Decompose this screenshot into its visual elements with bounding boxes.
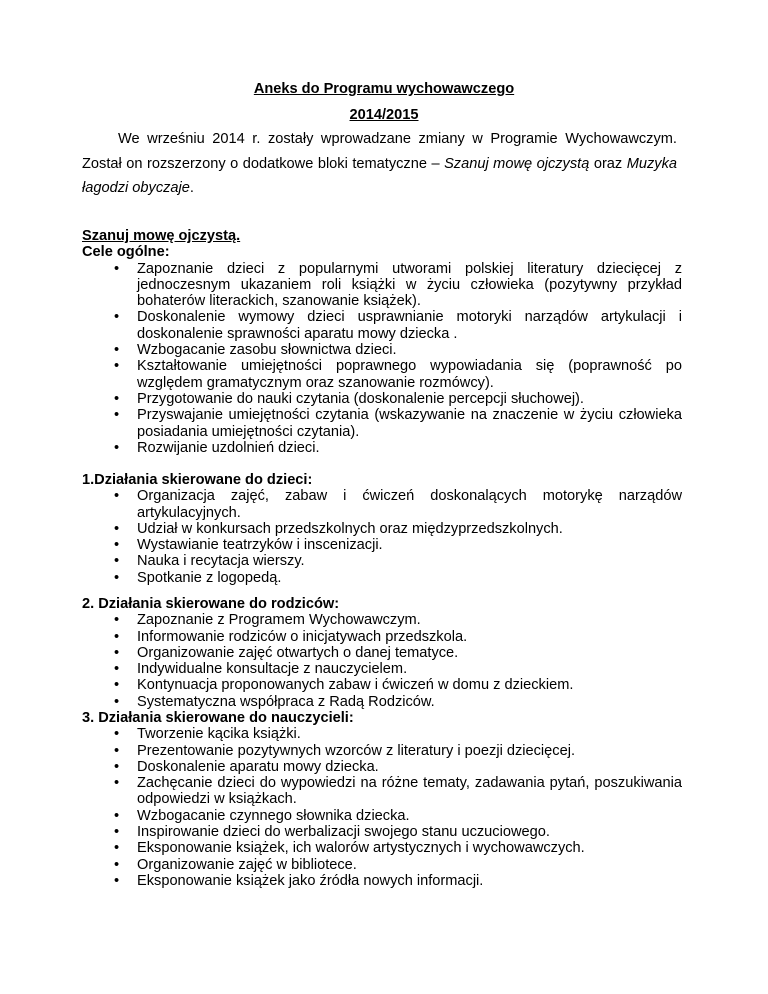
- bullet-icon: •: [114, 677, 120, 694]
- teachers-heading: 3. Działania skierowane do nauczycieli:: [82, 710, 354, 726]
- list-item: • Wystawianie teatrzyków i inscenizacji.: [114, 537, 383, 554]
- bullet-icon: •: [114, 840, 120, 857]
- list-item: • Nauka i recytacja wierszy.: [114, 553, 305, 570]
- bullet-icon: •: [114, 537, 120, 554]
- bullet-icon: •: [114, 628, 120, 645]
- list-item: • Organizowanie zajęć otwartych o danej tematyce.: [114, 644, 459, 661]
- intro-text-1: We wrześniu 2014 r. zostały wprowadzane zmiany w Programie Wychowawczym. Został on rozszerzony o dodatkowe bloki tematyczne –: [82, 131, 677, 172]
- goals-list: [82, 261, 682, 457]
- document-year: 2014/2015: [349, 107, 419, 123]
- list-item: • Zachęcanie dzieci do wypowiedzi na różne tematy, zadawania pytań, poszukiwania odpowiedzi w książkach.: [114, 775, 682, 808]
- list-item: • Systematyczna współpraca z Radą Rodziców.: [114, 693, 435, 710]
- bullet-icon: •: [114, 644, 120, 661]
- children-list: [82, 488, 682, 586]
- bullet-icon: •: [114, 807, 120, 824]
- list-item: • Inspirowanie dzieci do werbalizacji swojego stanu uczuciowego.: [114, 824, 550, 841]
- bullet-icon: •: [114, 342, 120, 359]
- bullet-icon: •: [114, 693, 120, 710]
- list-item: • Doskonalenie aparatu mowy dziecka.: [114, 758, 379, 775]
- goals-section: [82, 228, 682, 456]
- parents-heading: 2. Działania skierowane do rodziców:: [82, 596, 340, 612]
- bullet-icon: •: [114, 775, 120, 792]
- goals-subheading: Cele ogólne:: [82, 244, 170, 261]
- list-item: • Eksponowanie książek jako źródła nowych informacji.: [114, 872, 484, 889]
- list-item: • Przygotowanie do nauki czytania (doskonalenie percepcji słuchowej).: [114, 390, 584, 407]
- list-item: • Kontynuacja proponowanych zabaw i ćwiczeń w domu z dzieckiem.: [114, 677, 574, 694]
- goals-heading: Szanuj mowę ojczystą.: [82, 228, 241, 244]
- intro-topic-1: Szanuj mowę ojczystą: [444, 155, 590, 172]
- list-item: • Rozwijanie uzdolnień dzieci.: [114, 439, 320, 456]
- bullet-icon: •: [114, 390, 120, 407]
- list-item: • Organizacja zajęć, zabaw i ćwiczeń doskonalących motorykę narządów artykulacyjnych.: [114, 488, 682, 521]
- teachers-list: [82, 726, 682, 889]
- bullet-icon: •: [114, 758, 120, 775]
- list-item: • Organizowanie zajęć w bibliotece.: [114, 856, 357, 873]
- bullet-icon: •: [114, 407, 120, 424]
- list-item: • Informowanie rodziców o inicjatywach przedszkola.: [114, 628, 468, 645]
- list-item: • Doskonalenie wymowy dzieci usprawnianie motoryki narządów artykulacji i doskonalenie sprawności aparatu mowy dziecka .: [114, 309, 682, 342]
- intro-topic-2: Muzyka łagodzi obyczaje: [82, 155, 677, 196]
- parents-list: [82, 612, 682, 710]
- bullet-icon: •: [114, 358, 120, 375]
- document-title: Aneks do Programu wychowawczego: [253, 81, 515, 97]
- parents-section: [82, 596, 682, 710]
- bullet-icon: •: [114, 439, 120, 456]
- intro-text-2: oraz: [589, 155, 627, 172]
- list-item: • Zapoznanie z Programem Wychowawczym.: [114, 612, 421, 629]
- children-section: [82, 472, 682, 586]
- bullet-icon: •: [114, 488, 120, 505]
- list-item: • Wzbogacanie zasobu słownictwa dzieci.: [114, 342, 397, 359]
- bullet-icon: •: [114, 612, 120, 629]
- list-item: • Spotkanie z logopedą.: [114, 569, 282, 586]
- bullet-icon: •: [114, 520, 120, 537]
- list-item: • Indywidualne konsultacje z nauczycielem.: [114, 661, 408, 678]
- bullet-icon: •: [114, 569, 120, 586]
- list-item: • Prezentowanie pozytywnych wzorców z literatury i poezji dziecięcej.: [114, 742, 575, 759]
- bullet-icon: •: [114, 742, 120, 759]
- list-item: • Tworzenie kącika książki.: [114, 726, 301, 743]
- teachers-section: [82, 710, 682, 889]
- list-item: • Wzbogacanie czynnego słownika dziecka.: [114, 807, 410, 824]
- list-item: • Przyswajanie umiejętności czytania (wskazywanie na znaczenie w życiu człowieka posiadania umiejętności czytania).: [114, 407, 682, 440]
- bullet-icon: •: [114, 553, 120, 570]
- intro-paragraph: [82, 127, 677, 201]
- list-item: • Udział w konkursach przedszkolnych oraz międzyprzedszkolnych.: [114, 520, 563, 537]
- bullet-icon: •: [114, 309, 120, 326]
- intro-text-3: .: [189, 180, 194, 196]
- list-item: • Kształtowanie umiejętności poprawnego wypowiadania się (poprawność po względem gramatycznym oraz szanowanie rozmówcy).: [114, 358, 682, 391]
- bullet-icon: •: [114, 856, 120, 873]
- bullet-icon: •: [114, 824, 120, 841]
- children-heading: 1.Działania skierowane do dzieci:: [82, 472, 313, 488]
- list-item: • Eksponowanie książek, ich walorów artystycznych i wychowawczych.: [114, 840, 585, 857]
- bullet-icon: •: [114, 872, 120, 889]
- list-item: • Zapoznanie dzieci z popularnymi utworami polskiej literatury dziecięcej z jednoczesnym ukazaniem roli książki w życiu człowieka (pozytywny przykład bohaterów literackich, szanowanie książek).: [114, 260, 682, 310]
- bullet-icon: •: [114, 726, 120, 743]
- bullet-icon: •: [114, 260, 120, 277]
- bullet-icon: •: [114, 661, 120, 678]
